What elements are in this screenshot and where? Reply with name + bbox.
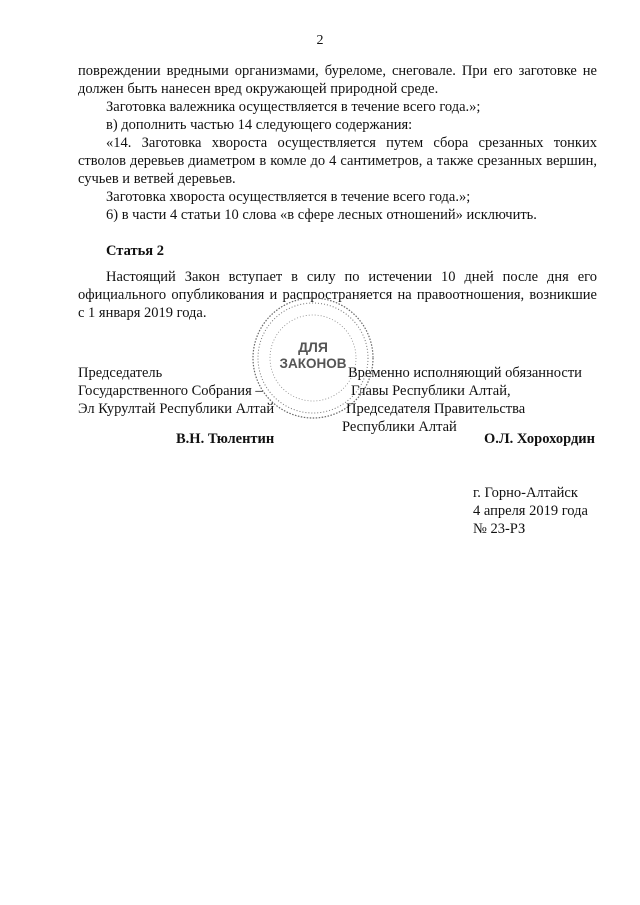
paragraph-continuation: повреждении вредными организмами, буреломе, снеговале. При его заготовке не должен быть нанесен вред окружающей природной среде.	[78, 63, 597, 97]
signatory-title-line3: Эл Курултай Республики Алтай	[78, 401, 275, 417]
paragraph-item-6: 6) в части 4 статьи 10 слова «в сфере лесных отношений» исключить.	[106, 207, 537, 223]
signatory-title-line2: Государственного Собрания –	[78, 383, 263, 399]
signatory-title-line1: Временно исполняющий обязанности	[348, 365, 582, 381]
signatory-title-line4: Республики Алтай	[342, 419, 457, 435]
paragraph-deadwood: Заготовка валежника осуществляется в течение всего года.»;	[106, 99, 481, 115]
law-body-text	[78, 62, 597, 322]
place-date-block	[473, 484, 588, 538]
law-number: № 23-РЗ	[473, 521, 526, 537]
signature-block-left	[78, 364, 274, 418]
article-text: Настоящий Закон вступает в силу по истечении 10 дней после дня его официального опубликования и распространяется на правоотношения, возникшие с 1 января 2019 года.	[78, 269, 597, 321]
stamp-text-bottom: ЗАКОНОВ	[279, 356, 347, 371]
paragraph-brushwood: Заготовка хвороста осуществляется в течение всего года.»;	[106, 189, 471, 205]
signatory-title-line2: Главы Республики Алтай,	[351, 383, 511, 399]
signature-block-right	[342, 364, 582, 436]
signatory-name-left: В.Н. Тюлентин	[176, 431, 275, 447]
page-number: 2	[316, 33, 324, 48]
signatory-title-line1: Председатель	[78, 365, 163, 381]
paragraph-amendment-v: в) дополнить частью 14 следующего содержания:	[106, 117, 413, 133]
paragraph-part-14: «14. Заготовка хвороста осуществляется путем сбора срезанных тонких стволов деревьев диаметром в комле до 4 сантиметров, а также срезанных вершин, сучьев и ветвей деревьев.	[78, 135, 597, 187]
signatory-name-right: О.Л. Хорохордин	[483, 431, 595, 447]
date: 4 апреля 2019 года	[473, 503, 588, 519]
signatory-title-line3: Председателя Правительства	[346, 401, 526, 417]
article-heading: Статья 2	[106, 243, 164, 259]
city: г. Горно-Алтайск	[473, 485, 578, 501]
stamp-text-top: ДЛЯ	[298, 339, 328, 355]
